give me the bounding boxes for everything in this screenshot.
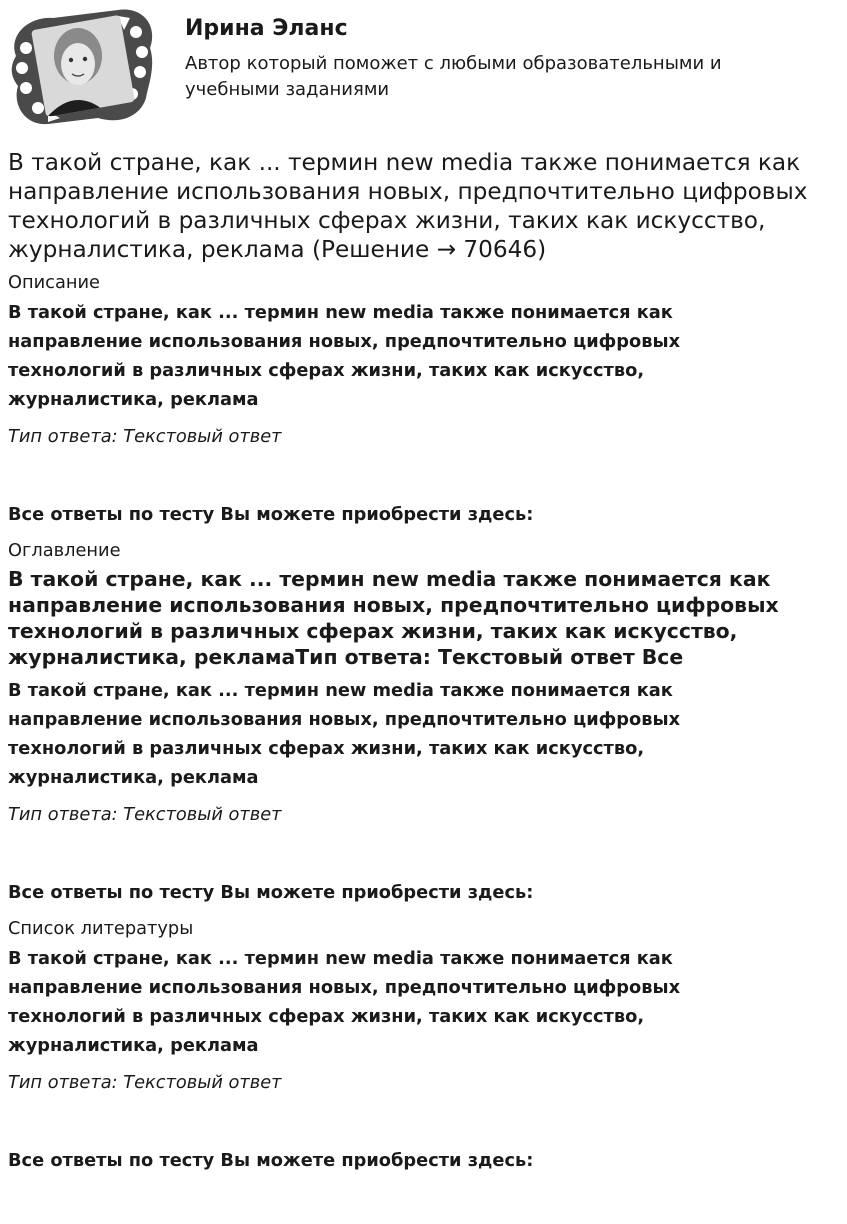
author-block [8, 6, 838, 126]
literature-text: В такой стране, как ... термин new media также понимается как направление использования новых, предпочтительно цифровых технологий в различных сферах жизни, таких как искусство, журналистика, реклама [8, 948, 681, 1056]
toc-text: В такой стране, как ... термин new media также понимается как направление использования новых, предпочтительно цифровых технологий в различных сферах жизни, таких как искусство, журналистика, реклама [8, 680, 681, 788]
literature-section [8, 918, 843, 1172]
author-name: Ирина Эланс [185, 16, 348, 41]
page-title: В такой стране, как ... термин new media также понимается как направление использования новых, предпочтительно цифровых технологий в различных сферах жизни, таких как искусство, журналистика, реклама (Решение → 70646) [8, 149, 808, 263]
toc-section [8, 540, 843, 904]
description-section [8, 272, 843, 526]
literature-buy-line: Все ответы по тесту Вы можете приобрести здесь: [8, 1150, 534, 1171]
literature-label: Список литературы [8, 918, 194, 939]
toc-label: Оглавление [8, 540, 121, 561]
author-avatar [8, 6, 156, 126]
description-buy-line: Все ответы по тесту Вы можете приобрести здесь: [8, 504, 534, 525]
description-text: В такой стране, как ... термин new media также понимается как направление использования новых, предпочтительно цифровых технологий в различных сферах жизни, таких как искусство, журналистика, реклама [8, 302, 681, 410]
author-description: Автор который поможет с любыми образовательными и учебными заданиями [185, 53, 722, 100]
literature-answer-type: Тип ответа: Текстовый ответ [8, 1072, 282, 1093]
description-label: Описание [8, 272, 100, 293]
main-content [8, 148, 843, 1186]
toc-heading: В такой стране, как ... термин new media также понимается как направление использования новых, предпочтительно цифровых технологий в различных сферах жизни, таких как искусство, журналистика, рекламаТип ответа: Текстовый ответ Все [8, 567, 779, 669]
toc-buy-line: Все ответы по тесту Вы можете приобрести здесь: [8, 882, 534, 903]
description-answer-type: Тип ответа: Текстовый ответ [8, 426, 282, 447]
toc-answer-type: Тип ответа: Текстовый ответ [8, 804, 282, 825]
